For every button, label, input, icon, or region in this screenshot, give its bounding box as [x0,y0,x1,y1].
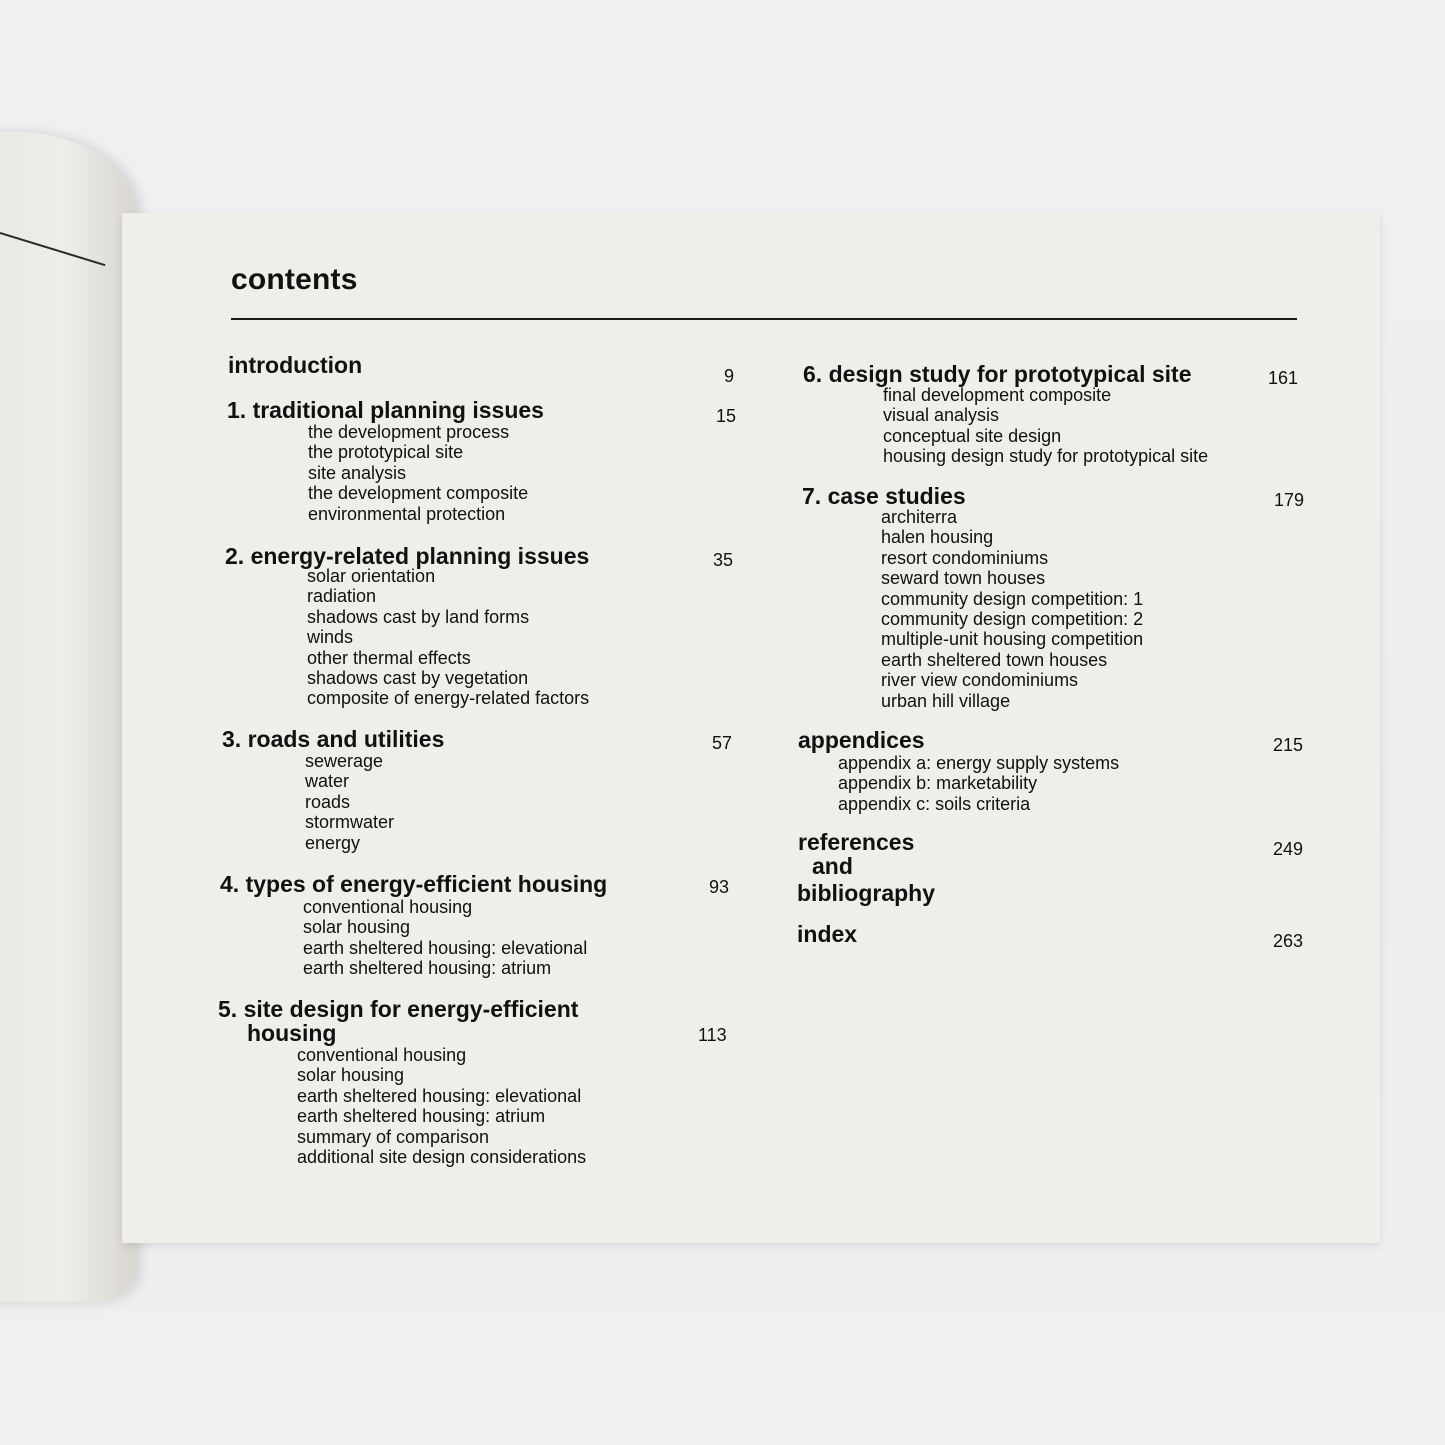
toc-subitem[interactable]: environmental protection [308,503,506,524]
toc-subitem[interactable]: sewerage [305,751,384,771]
toc-subitem[interactable]: composite of energy-related factors [307,688,590,709]
toc-subitems [308,422,528,524]
toc-subitem[interactable]: appendix a: energy supply systems [838,753,1120,773]
toc-subitem[interactable]: solar orientation [307,566,436,586]
toc-entry-page: 113 [698,1025,727,1045]
toc-entry-title-line3[interactable]: bibliography [797,880,935,906]
toc-entry-page: 93 [709,877,730,897]
toc-entry-title[interactable]: 5. site design for energy-efficient [218,996,579,1022]
toc-subitem[interactable]: the prototypical site [308,442,464,463]
toc-entry-title-line2[interactable]: and [812,853,853,879]
toc-subitems [303,897,587,979]
toc-entry-page: 263 [1273,931,1304,951]
toc-subitem[interactable]: water [305,771,350,792]
toc-entry-page: 161 [1268,368,1299,388]
toc-subitem[interactable]: stormwater [305,812,395,833]
toc-subitem[interactable]: appendix c: soils criteria [838,793,1031,814]
toc-subitem[interactable]: radiation [307,586,377,607]
toc-subitem[interactable]: community design competition: 1 [881,588,1144,609]
toc-subitem[interactable]: the development composite [308,483,529,504]
toc-entry-title[interactable]: appendices [798,727,925,753]
toc-subitem[interactable]: solar housing [303,917,411,938]
toc-subitem[interactable]: visual analysis [883,405,1000,426]
toc-entry-title[interactable]: 1. traditional planning issues [227,397,544,423]
toc-subitem[interactable]: halen housing [881,527,994,548]
toc-subitems [838,753,1119,814]
toc-entry-title[interactable]: introduction [228,352,363,378]
toc-entry-title[interactable]: 2. energy-related planning issues [225,543,590,569]
toc-subitem[interactable]: winds [307,627,354,648]
toc-subitem[interactable]: seward town houses [881,568,1046,589]
toc-entry-page: 9 [724,366,735,386]
toc-subitem[interactable]: earth sheltered housing: atrium [297,1106,546,1127]
toc-subitem[interactable]: community design competition: 2 [881,609,1144,630]
left-page-rule [0,232,105,266]
toc-entry-page: 179 [1274,490,1305,510]
toc-entry-page: 249 [1273,839,1304,859]
toc-subitem[interactable]: conventional housing [303,897,473,917]
toc-entry-page: 57 [712,733,733,753]
toc-subitem[interactable]: appendix b: marketability [838,773,1038,794]
toc-subitem[interactable]: roads [305,791,351,812]
toc-subitem[interactable]: summary of comparison [297,1126,490,1147]
toc-subitem[interactable]: housing design study for prototypical site [883,446,1209,467]
toc-subitems [305,751,394,853]
toc-subitem[interactable]: architerra [881,507,958,527]
toc-subitem[interactable]: conceptual site design [883,425,1062,446]
toc-subitem[interactable]: conventional housing [297,1045,467,1065]
toc-subitems [297,1045,586,1167]
toc-entry-page: 15 [716,406,737,426]
toc-subitem[interactable]: earth sheltered housing: elevational [297,1085,582,1106]
toc-entry-page: 35 [713,550,734,570]
toc-subitem[interactable]: multiple-unit housing competition [881,629,1144,650]
toc-subitem[interactable]: urban hill village [881,690,1011,711]
title-rule [231,318,1297,320]
toc-subitem[interactable]: site analysis [308,462,407,483]
left-page-curl [0,132,135,1302]
toc-subitems [883,385,1208,467]
toc-entry-title[interactable]: 3. roads and utilities [222,726,445,752]
toc-entry-title[interactable]: 6. design study for prototypical site [803,361,1192,387]
toc-subitem[interactable]: shadows cast by land forms [307,606,530,627]
toc-subitem[interactable]: energy [305,832,361,853]
toc-entry-title[interactable]: references [798,829,915,855]
toc-entry-title[interactable]: index [797,921,858,947]
toc-entry-title[interactable]: 4. types of energy-efficient housing [220,871,608,897]
toc-entry-title[interactable]: 7. case studies [802,483,966,509]
toc-subitem[interactable]: resort condominiums [881,547,1049,568]
page-title: contents [231,263,358,296]
toc-subitem[interactable]: shadows cast by vegetation [307,668,529,689]
toc-entry-title-line2[interactable]: housing [247,1020,337,1046]
toc-subitem[interactable]: earth sheltered housing: atrium [303,958,552,979]
toc-subitems [307,566,589,709]
toc-subitem[interactable]: earth sheltered housing: elevational [303,937,588,958]
toc-subitem[interactable]: other thermal effects [307,647,471,668]
toc-subitem[interactable]: additional site design considerations [297,1147,587,1168]
toc-subitem[interactable]: river view condominiums [881,670,1079,691]
toc-entry-page: 215 [1273,735,1304,755]
toc-subitem[interactable]: final development composite [883,385,1112,405]
toc-subitem[interactable]: earth sheltered town houses [881,649,1108,670]
toc-subitem[interactable]: the development process [308,422,510,442]
toc-subitems [881,507,1143,711]
toc-subitem[interactable]: solar housing [297,1065,405,1086]
